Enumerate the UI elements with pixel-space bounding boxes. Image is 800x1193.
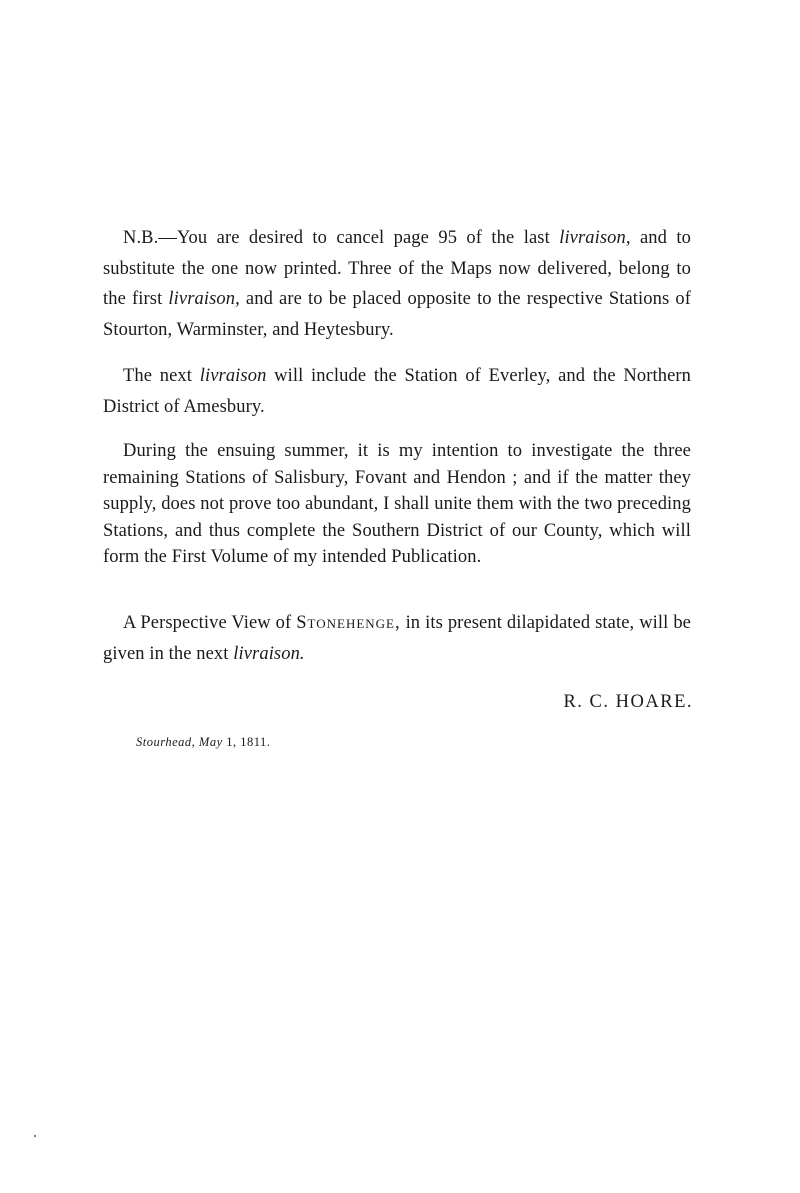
p1-text-b: and to substitute the one now printed. Three of the Maps now delivered, belong to the first — [103, 228, 691, 309]
dateline-rest: 1, 1811. — [222, 735, 271, 749]
paragraph-nota-bene — [103, 223, 691, 345]
p3-text: During the ensuing summer, it is my intention to investigate the three remaining Stations of Salisbury, Fovant and Hendon ; and if the matter they supply, does not prove too abundant, I shall unite them with the two preceding Stations, and thus complete the Southern District of our County, which will form the First Volume of my intended Publication. — [103, 441, 691, 567]
dateline — [136, 735, 270, 750]
p1-italic-livraison-2: livraison, — [168, 289, 240, 309]
signature: R. C. HOARE. — [563, 692, 693, 712]
p4-italic-livraison: livraison. — [233, 643, 305, 664]
paragraph-summer-plans — [103, 438, 691, 571]
paragraph-stonehenge-view — [103, 608, 691, 669]
p4-smallcaps-stonehenge: Stonehenge, — [296, 613, 401, 633]
p2-text-b: will include the Station of Everley, and the Northern District of Amesbury. — [103, 366, 691, 417]
p1-text-a: N.B.—You are desired to cancel page 95 of the last — [123, 228, 560, 248]
p2-italic-livraison: livraison — [199, 366, 267, 386]
p4-text-a: A Perspective View of — [123, 613, 297, 633]
p4-text-b: in its present dilapidated state, will be given in the next — [103, 613, 691, 664]
p1-italic-livraison-1: livraison, — [559, 228, 631, 248]
dateline-place-date: Stourhead, May — [136, 735, 223, 749]
paragraph-next-livraison — [103, 361, 691, 422]
p1-text-c: and are to be placed opposite to the respective Stations of Stourton, Warminster, and Heytesbury. — [103, 289, 691, 340]
scan-speck — [34, 1135, 36, 1137]
p2-text-a: The next — [123, 366, 200, 386]
